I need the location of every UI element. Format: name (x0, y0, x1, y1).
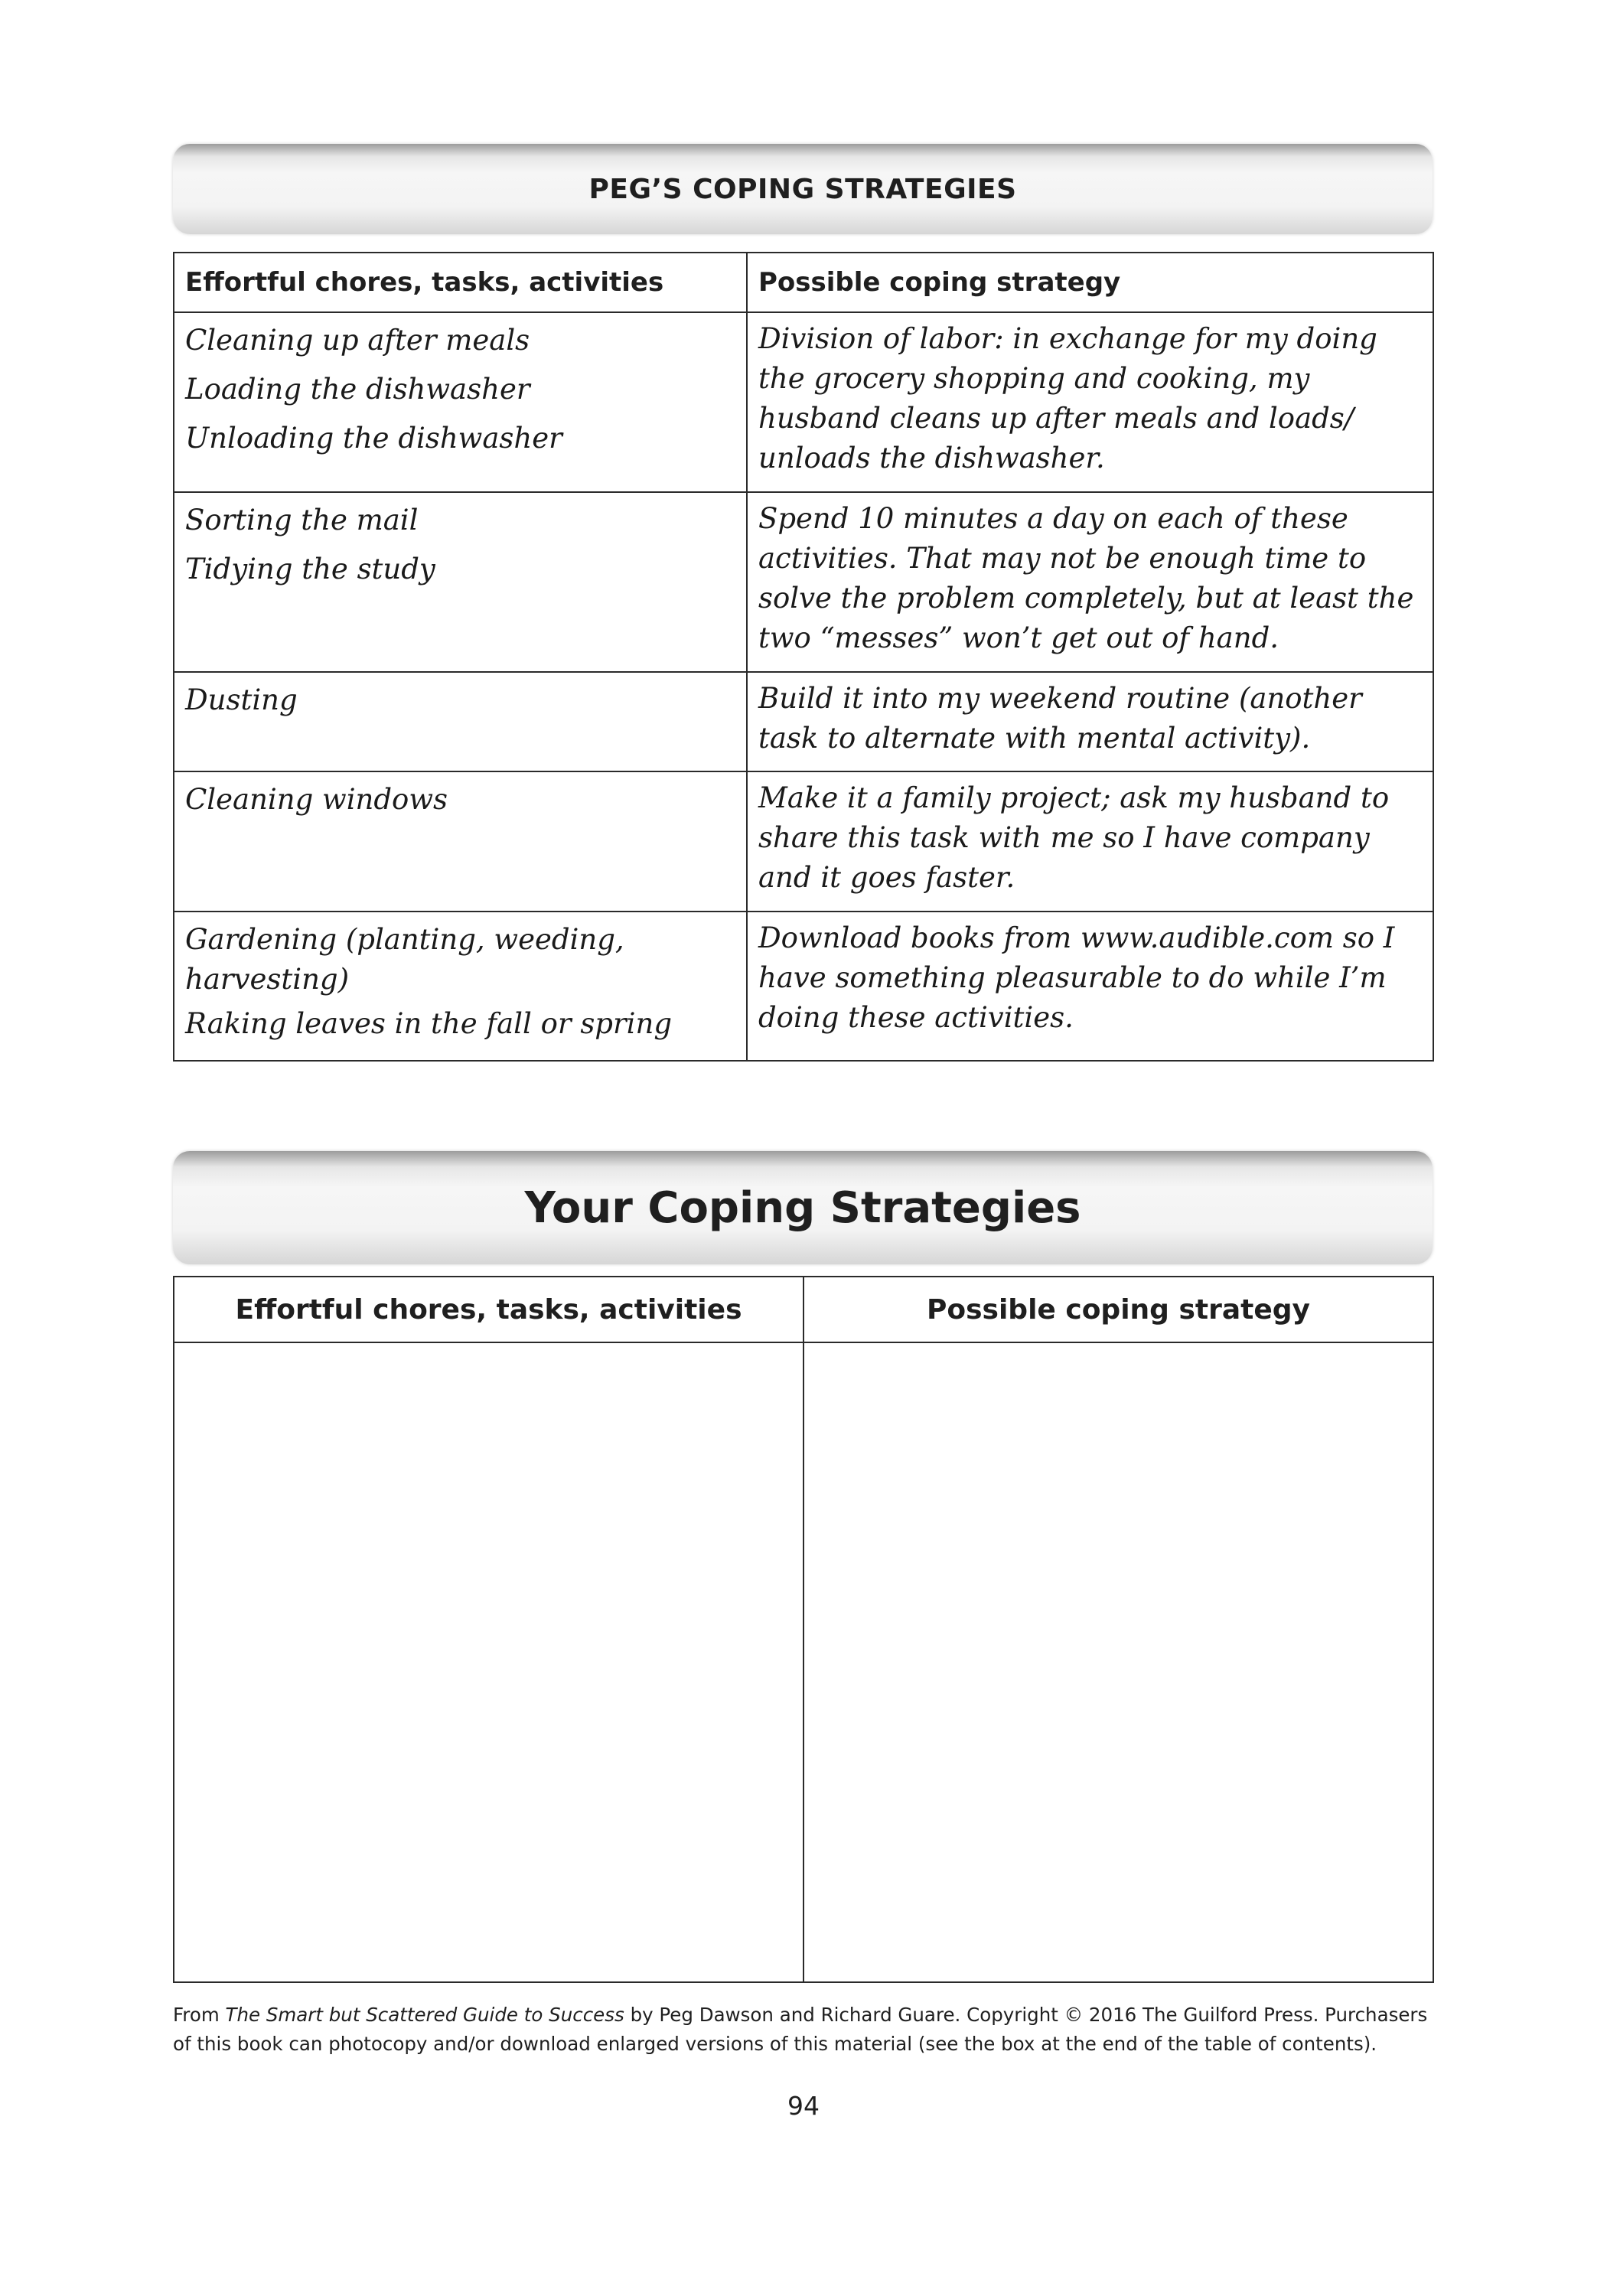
blank-chores-cell[interactable] (174, 1342, 804, 1982)
strategy-text: Make it a family project; ask my husband to share this task with me so I have company and it goes faster. (758, 781, 1390, 894)
copyright-prefix: From (173, 2004, 226, 2026)
blank-row (174, 1342, 1433, 1982)
peg-section-banner (173, 144, 1433, 234)
strategy-cell (747, 492, 1433, 672)
strategy-cell (747, 912, 1433, 1061)
your-table-header-row (174, 1277, 1433, 1342)
chores-cell (174, 912, 747, 1061)
peg-section-title: PEG’S COPING STRATEGIES (588, 173, 1017, 205)
chore-item: Cleaning windows (185, 783, 448, 816)
chore-item: Dusting (185, 683, 298, 716)
strategy-text: Division of labor: in exchange for my doing the grocery shopping and cooking, my husband cleans up after meals and loads/ unloads the dishwasher. (758, 322, 1377, 475)
table-row (174, 312, 1433, 492)
chore-item: Cleaning up after meals (185, 324, 530, 357)
strategy-cell (747, 672, 1433, 771)
chores-cell (174, 771, 747, 912)
peg-header-strategy: Possible coping strategy (747, 253, 1433, 312)
your-header-chores: Effortful chores, tasks, activities (174, 1277, 804, 1342)
table-row (174, 771, 1433, 912)
table-row (174, 912, 1433, 1061)
chores-cell (174, 672, 747, 771)
strategy-text: Download books from www.audible.com so I have something pleasurable to do while I’m doing these activities. (758, 921, 1395, 1034)
table-row (174, 672, 1433, 771)
chores-cell (174, 312, 747, 492)
chore-item: Tidying the study (185, 553, 435, 585)
copyright-note (173, 2001, 1443, 2059)
your-header-strategy: Possible coping strategy (804, 1277, 1433, 1342)
chore-item: Raking leaves in the fall or spring (185, 1007, 673, 1040)
page-number: 94 (787, 2091, 820, 2121)
strategy-cell (747, 312, 1433, 492)
your-strategies-table (173, 1276, 1434, 1983)
peg-header-chores: Effortful chores, tasks, activities (174, 253, 747, 312)
strategy-cell (747, 771, 1433, 912)
strategy-text: Spend 10 minutes a day on each of these activities. That may not be enough time to solve the problem completely, but at least the two “messes” won’t get out of hand. (758, 502, 1414, 654)
your-section-title: Your Coping Strategies (524, 1182, 1081, 1233)
chores-cell (174, 492, 747, 672)
strategy-text: Build it into my weekend routine (another task to alternate with mental activity). (758, 682, 1362, 755)
blank-strategy-cell[interactable] (804, 1342, 1433, 1982)
copyright-rest: by Peg Dawson and Richard Guare. Copyright © 2016 The Guilford Press. Purchasers of this book can photocopy and/or download enlarged versions of this material (see the box at the end of the table of contents). (173, 2004, 1428, 2055)
chore-item: Loading the dishwasher (185, 373, 530, 406)
your-section-banner (173, 1151, 1433, 1264)
chore-item: Sorting the mail (185, 504, 419, 536)
chore-item: Gardening (planting, weeding, harvesting) (185, 923, 624, 996)
table-row (174, 492, 1433, 672)
chore-item: Unloading the dishwasher (185, 422, 562, 455)
peg-strategies-table (173, 252, 1434, 1062)
peg-table-header-row (174, 253, 1433, 312)
book-title: The Smart but Scattered Guide to Success (225, 2004, 624, 2026)
